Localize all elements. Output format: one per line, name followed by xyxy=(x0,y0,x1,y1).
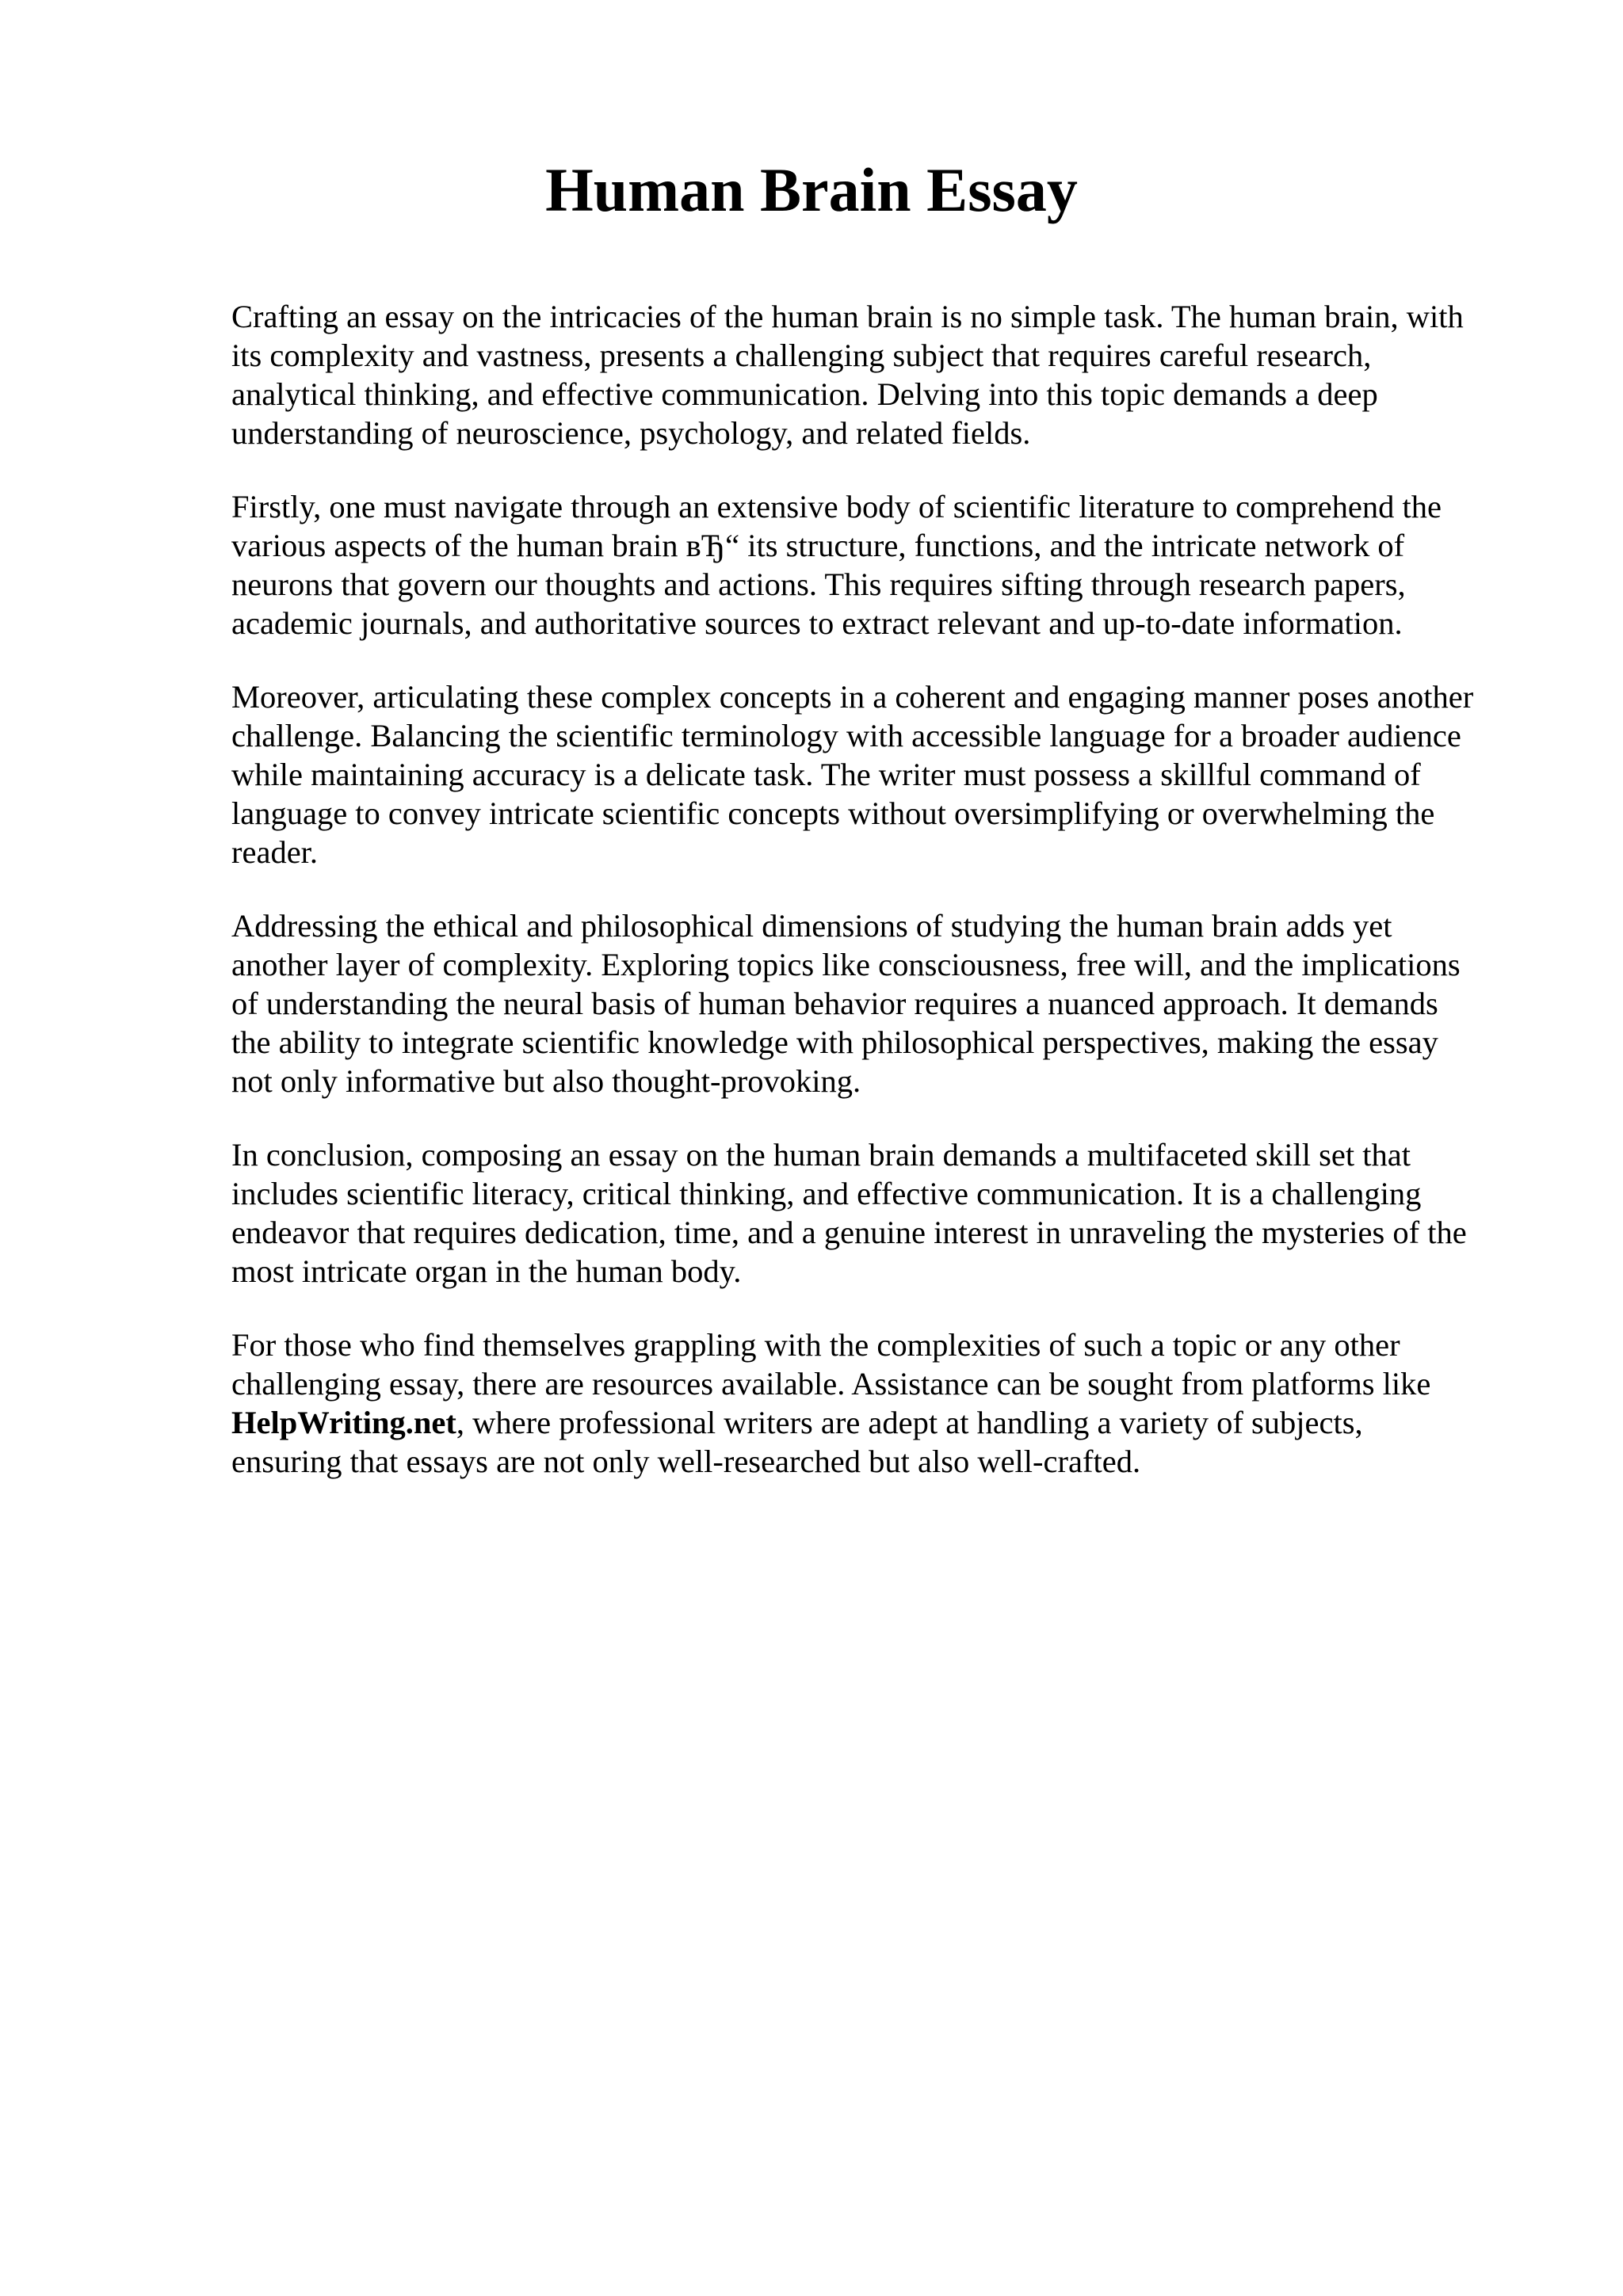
paragraph-line-rest: , where professional writers are adept at handling a variety of subjects, xyxy=(456,1405,1363,1440)
paragraph-line: various aspects of the human brain вЂ“ its structure, functions, and the intricate network of xyxy=(231,528,1405,563)
paragraph-line: ensuring that essays are not only well-researched but also well-crafted. xyxy=(231,1444,1141,1479)
paragraph-line: analytical thinking, and effective communication. Delving into this topic demands a deep xyxy=(231,376,1378,412)
paragraph-line: most intricate organ in the human body. xyxy=(231,1253,742,1289)
paragraph-line: language to convey intricate scientific concepts without oversimplifying or overwhelming the xyxy=(231,795,1435,831)
paragraph-line: neurons that govern our thoughts and actions. This requires sifting through research papers, xyxy=(231,566,1406,602)
paragraph-line: Addressing the ethical and philosophical dimensions of studying the human brain adds yet xyxy=(231,908,1392,944)
paragraph-1 xyxy=(231,297,1515,452)
paragraph-line: the ability to integrate scientific knowledge with philosophical perspectives, making the essay xyxy=(231,1024,1438,1060)
paragraph-line: challenge. Balancing the scientific terminology with accessible language for a broader audience xyxy=(231,718,1461,753)
paragraph-2 xyxy=(231,487,1515,643)
paragraph-line: endeavor that requires dedication, time, and a genuine interest in unraveling the mysteries of the xyxy=(231,1215,1467,1250)
paragraph-line: academic journals, and authoritative sources to extract relevant and up-to-date information. xyxy=(231,605,1403,641)
essay-body xyxy=(231,297,1515,1516)
paragraph-line: while maintaining accuracy is a delicate task. The writer must possess a skillful command of xyxy=(231,757,1421,792)
paragraph-line: challenging essay, there are resources available. Assistance can be sought from platforms like xyxy=(231,1366,1431,1402)
paragraph-line: Moreover, articulating these complex concepts in a coherent and engaging manner poses another xyxy=(231,679,1474,715)
paragraph-line xyxy=(231,1403,1515,1442)
paragraph-line: For those who find themselves grappling with the complexities of such a topic or any other xyxy=(231,1327,1400,1363)
paragraph-line: its complexity and vastness, presents a challenging subject that requires careful research, xyxy=(231,338,1372,373)
paragraph-line: of understanding the neural basis of human behavior requires a nuanced approach. It demands xyxy=(231,986,1438,1021)
paragraph-6 xyxy=(231,1325,1515,1481)
paragraph-line: includes scientific literacy, critical thinking, and effective communication. It is a challenging xyxy=(231,1176,1422,1211)
paragraph-line: In conclusion, composing an essay on the human brain demands a multifaceted skill set that xyxy=(231,1137,1411,1173)
paragraph-line: Firstly, one must navigate through an extensive body of scientific literature to comprehend the xyxy=(231,489,1442,524)
page-title: Human Brain Essay xyxy=(545,155,1078,224)
paragraph-4 xyxy=(231,906,1515,1100)
paragraph-line: understanding of neuroscience, psychology, and related fields. xyxy=(231,415,1031,451)
paragraph-line: Crafting an essay on the intricacies of the human brain is no simple task. The human brain, with xyxy=(231,299,1464,334)
helpwriting-brand: HelpWriting.net xyxy=(231,1405,456,1440)
paragraph-5 xyxy=(231,1135,1515,1291)
paragraph-line: another layer of complexity. Exploring topics like consciousness, free will, and the implications xyxy=(231,947,1461,982)
paragraph-line: not only informative but also thought-provoking. xyxy=(231,1063,861,1099)
paragraph-line: reader. xyxy=(231,834,319,870)
paragraph-3 xyxy=(231,677,1515,871)
